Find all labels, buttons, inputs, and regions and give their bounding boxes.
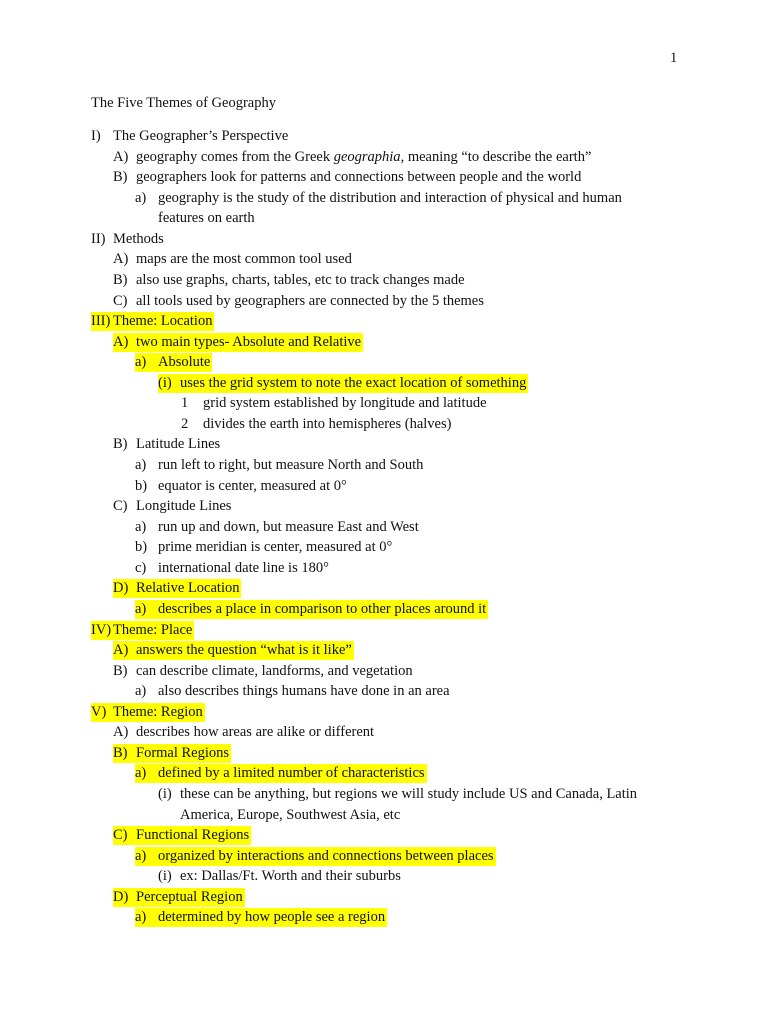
outline-text: Absolute (158, 354, 211, 371)
outline-text: run up and down, but measure East and West (158, 518, 419, 535)
outline-item (0, 537, 768, 558)
outline-list (0, 126, 768, 928)
outline-marker: C) (113, 292, 128, 309)
outline-marker: a) (135, 354, 147, 371)
outline-text: divides the earth into hemispheres (halves) (203, 415, 452, 432)
outline-item (0, 249, 768, 270)
outline-marker: A) (113, 148, 129, 165)
outline-item (0, 496, 768, 517)
outline-marker: 2 (181, 415, 189, 432)
outline-marker: I) (91, 128, 101, 144)
outline-marker: a) (135, 189, 147, 206)
outline-text: Perceptual Region (136, 888, 243, 905)
outline-item (0, 291, 768, 312)
outline-marker: a) (135, 518, 147, 535)
outline-marker: b) (135, 477, 148, 494)
outline-text-italic: geographia (333, 148, 401, 165)
outline-item (0, 434, 768, 455)
outline-marker: B) (113, 436, 128, 453)
outline-item (0, 167, 768, 188)
outline-marker: B) (113, 271, 128, 288)
outline-item (0, 887, 768, 908)
page-number: 1 (670, 50, 678, 66)
outline-text: ex: Dallas/Ft. Worth and their suburbs (180, 868, 401, 885)
outline-item (0, 620, 768, 641)
outline-text: organized by interactions and connections between places (158, 847, 494, 864)
outline-text-part: geography comes from the Greek (136, 148, 334, 165)
outline-text: prime meridian is center, measured at 0° (158, 539, 393, 556)
outline-item (0, 907, 768, 928)
outline-text: Relative Location (136, 580, 240, 597)
outline-text: geography is the study of the distribution and interaction of physical and human features on earth (158, 189, 622, 227)
outline-item (0, 661, 768, 682)
outline-marker: a) (135, 683, 147, 700)
outline-marker: IV) (91, 621, 112, 638)
outline-item (0, 393, 768, 414)
outline-text: run left to right, but measure North and South (158, 457, 424, 473)
outline-text: describes how areas are alike or different (136, 724, 375, 741)
outline-text (136, 147, 591, 168)
outline-item (0, 414, 768, 435)
outline-item (0, 681, 768, 702)
outline-item (0, 147, 768, 168)
outline-marker: a) (135, 457, 147, 473)
outline-text: determined by how people see a region (158, 909, 386, 926)
outline-item (0, 825, 768, 846)
outline-marker: B) (113, 744, 128, 761)
outline-item (0, 866, 768, 887)
outline-marker: a) (135, 847, 147, 864)
outline-marker: a) (135, 909, 147, 926)
outline-marker: A) (113, 724, 129, 741)
outline-marker: C) (113, 827, 128, 844)
outline-text: these can be anything, but regions we will study include US and Canada, Latin America, Europe, Southwest Asia, etc (180, 786, 638, 823)
outline-item (0, 352, 768, 373)
outline-text: Formal Regions (136, 744, 230, 761)
outline-text: international date line is 180° (158, 559, 329, 576)
outline-item (0, 373, 768, 394)
outline-item (0, 578, 768, 599)
document-title: The Five Themes of Geography (91, 95, 276, 111)
outline-text: equator is center, measured at 0° (158, 477, 347, 494)
outline-item (0, 270, 768, 291)
outline-marker: B) (113, 662, 128, 679)
outline-item (0, 599, 768, 620)
outline-item (0, 640, 768, 661)
outline-item (0, 126, 768, 147)
outline-item (0, 784, 768, 825)
outline-item (0, 476, 768, 497)
outline-item (0, 517, 768, 538)
outline-marker: D) (113, 888, 129, 905)
outline-text: defined by a limited number of characteristics (158, 765, 425, 782)
outline-marker: II) (91, 230, 106, 247)
outline-text: The Geographer’s Perspective (113, 128, 289, 144)
outline-item (0, 455, 768, 476)
outline-text: Functional Regions (136, 827, 250, 844)
outline-marker: (i) (158, 868, 172, 885)
outline-text: maps are the most common tool used (136, 251, 352, 268)
outline-item (0, 846, 768, 867)
outline-marker: b) (135, 539, 148, 556)
outline-text: Theme: Location (113, 313, 213, 330)
outline-text-part: , meaning “to describe the earth” (400, 148, 592, 165)
outline-text: also use graphs, charts, tables, etc to track changes made (136, 271, 465, 288)
outline-marker: III) (91, 313, 111, 330)
outline-item (0, 763, 768, 784)
outline-text: grid system established by longitude and latitude (203, 395, 487, 412)
outline-text: uses the grid system to note the exact location of something (180, 374, 527, 391)
outline-marker: a) (135, 765, 147, 782)
outline-marker: A) (113, 333, 129, 350)
outline-marker: C) (113, 498, 128, 515)
outline-text: Latitude Lines (136, 436, 221, 453)
outline-marker: (i) (158, 786, 172, 802)
outline-text: also describes things humans have done in an area (158, 683, 450, 700)
outline-text: describes a place in comparison to other places around it (158, 600, 487, 617)
outline-item (0, 743, 768, 764)
outline-text: all tools used by geographers are connected by the 5 themes (136, 292, 484, 309)
outline-marker: c) (135, 559, 147, 576)
outline-marker: (i) (158, 374, 172, 391)
outline-text: geographers look for patterns and connections between people and the world (136, 169, 582, 186)
outline-item (0, 229, 768, 250)
outline-item (0, 332, 768, 353)
outline-text: Theme: Place (113, 621, 193, 638)
outline-marker: D) (113, 580, 129, 597)
outline-marker: a) (135, 600, 147, 617)
outline-item (0, 702, 768, 723)
outline-text: Theme: Region (113, 703, 203, 720)
outline-text: can describe climate, landforms, and vegetation (136, 662, 413, 679)
outline-item (0, 311, 768, 332)
outline-text: answers the question “what is it like” (136, 642, 352, 659)
outline-marker: A) (113, 251, 129, 268)
outline-text: Methods (113, 230, 164, 247)
outline-marker: V) (91, 703, 107, 720)
outline-item (0, 722, 768, 743)
outline-text: two main types- Absolute and Relative (136, 333, 362, 350)
outline-item (0, 188, 768, 229)
outline-marker: B) (113, 169, 128, 186)
outline-marker: A) (113, 642, 129, 659)
outline-marker: 1 (181, 395, 189, 412)
outline-text: Longitude Lines (136, 498, 232, 515)
outline-item (0, 558, 768, 579)
